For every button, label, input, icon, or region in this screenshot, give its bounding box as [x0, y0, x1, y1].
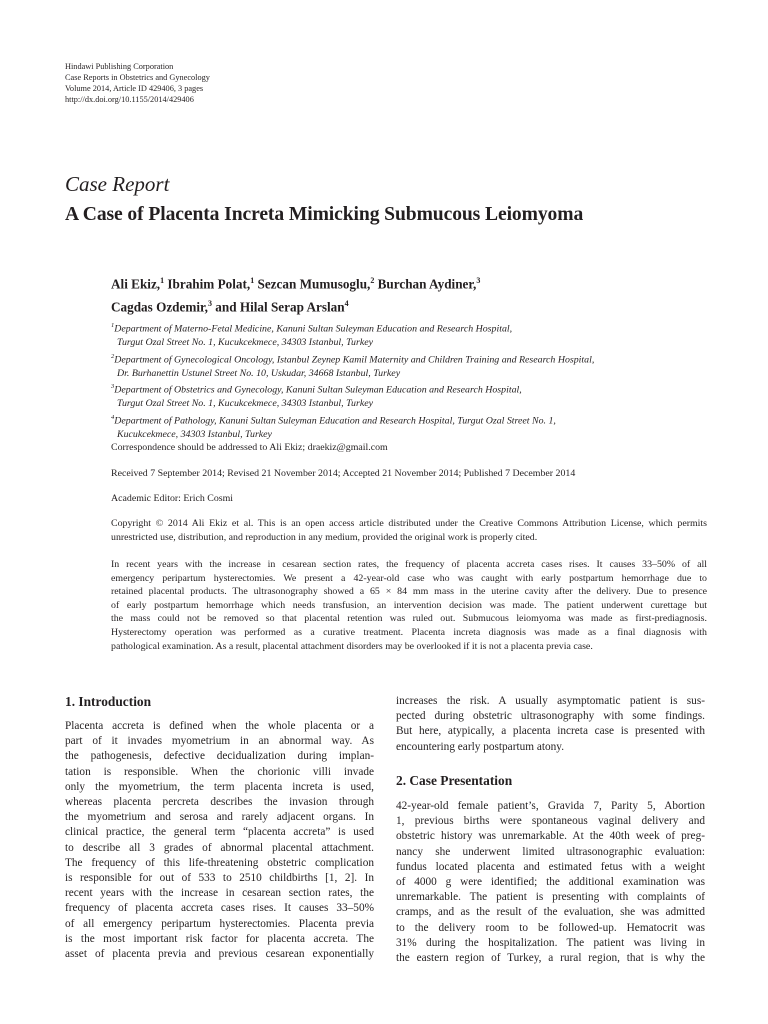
body-line: 31% during the hospitalization. The patient was living in	[396, 936, 705, 949]
affiliation	[111, 319, 711, 350]
body-line: 42-year-old female patient’s, Gravida 7, Parity 5, Abortion	[396, 800, 705, 812]
author-name: Cagdas Ozdemir,	[111, 299, 208, 315]
body-line: cramps, and as the result of the evaluation, she was admitted	[396, 906, 705, 919]
body-line: clinical practice, the general term “placenta accreta” is used	[65, 826, 374, 839]
body-line: The frequency of this life-threatening obstetric complication	[65, 856, 374, 869]
body-line: to describe all 3 grades of abnormal placental attachment.	[65, 841, 374, 854]
abstract-line: retained placental products. The ultrasonography showed a 65 × 84 mm mass in the uterine cavity after the delivery. Due to presence	[111, 586, 707, 598]
body-line: obstetric history was unremarkable. At the 40th week of preg-	[396, 830, 705, 843]
body-line: of all emergency peripartum hysterectomies. Placenta previa	[65, 917, 374, 930]
body-line: to the delivery room to be followed-up. Hematocrit was	[396, 921, 705, 934]
body-line: is responsible for out of 533 to 2510 childbirths [1, 2]. In	[65, 872, 374, 885]
body-line: the myometrium and serosa and rarely adjacent organs. In	[65, 811, 374, 824]
affiliation-number: 2	[111, 352, 115, 360]
doi-link[interactable]: http://dx.doi.org/10.1155/2014/429406	[65, 95, 194, 104]
affiliation-line: Turgut Ozal Street No. 1, Kucukcekmece, 34303 Istanbul, Turkey	[117, 337, 373, 348]
academic-editor: Academic Editor: Erich Cosmi	[111, 493, 234, 504]
section-heading-introduction: 1. Introduction	[65, 694, 152, 709]
affiliation-list	[111, 319, 711, 442]
body-line: Placenta accreta is defined when the whole placenta or a	[65, 720, 374, 732]
correspondence: Correspondence should be addressed to Ali Ekiz; draekiz@gmail.com	[111, 442, 388, 453]
body-line: frequency of placenta accreta cases rises. It causes 33–50%	[65, 902, 374, 915]
body-line: of 4000 g were identified; the additional examination was	[396, 876, 705, 889]
body-line: asset of placenta previa and previous cesarean exponentially	[65, 948, 374, 961]
copyright-notice: Copyright © 2014 Ali Ekiz et al. This is an open access article distributed under the Creative Commons Attribution License, which permits unrestricted use, distribution, and reproduction in any medium, provided the original work is properly cited.	[111, 518, 707, 543]
body-line: But here, atypically, a placenta increta case is presented with	[396, 725, 705, 738]
introduction-column	[65, 719, 374, 962]
volume-info: Volume 2014, Article ID 429406, 3 pages	[65, 84, 204, 93]
abstract	[111, 558, 707, 653]
affiliation-line: Dr. Burhanettin Ustunel Street No. 10, Uskudar, 34668 Istanbul, Turkey	[117, 367, 401, 379]
body-line: only the myometrium, the term placenta increta is used,	[65, 780, 374, 793]
author-affiliation-mark: 3	[476, 276, 481, 285]
body-line: fundus located placenta and estimated fetus with a weight	[396, 860, 705, 873]
abstract-line: the mass could not be removed so that placental retention was ruled out. Submucous leiomyoma was made as first-prediagnosis.	[111, 613, 707, 625]
author-name: Hilal Serap Arslan	[239, 299, 345, 315]
journal-name: Case Reports in Obstetrics and Gynecology	[65, 73, 210, 82]
body-line: recent years with the increase in cesarean section rates, the	[65, 887, 374, 900]
author-list	[111, 271, 711, 318]
body-line: encountering early postpartum atony.	[396, 740, 565, 753]
author-name: Ali Ekiz,	[111, 276, 161, 292]
affiliation	[111, 411, 711, 442]
author-name: Ibrahim Polat,	[167, 276, 251, 292]
affiliation-line: Turgut Ozal Street No. 1, Kucukcekmece, 34303 Istanbul, Turkey	[117, 398, 373, 410]
affiliation-number: 1	[111, 322, 115, 329]
affiliation-line: Department of Pathology, Kanuni Sultan Suleyman Education and Research Hospital, Turgut Ozal Street No. 1,	[114, 415, 556, 427]
affiliation-number: 3	[111, 383, 115, 391]
author-affiliation-mark: 1	[160, 276, 165, 285]
abstract-line: emergency peripartum hysterectomies. We present a 42-year-old case who was caught with early postpartum hemorrhage due to	[111, 572, 707, 584]
abstract-line: pathological examination. As a result, placental attachment disorders may be overlooked if it is not a placenta previa case.	[111, 640, 593, 652]
body-line: part of it invades myometrium in an abnormal way. As	[65, 735, 374, 748]
section-heading-case-presentation: 2. Case Presentation	[396, 773, 513, 788]
abstract-line: In recent years with the increase in cesarean section rates, the frequency of placenta accreta cases rises. It causes 33–50% of all	[111, 559, 707, 570]
publication-dates: Received 7 September 2014; Revised 21 November 2014; Accepted 21 November 2014; Published 7 December 2014	[111, 468, 576, 479]
body-line: whereas placenta percreta describes the invasion through	[65, 796, 374, 809]
affiliation-number: 4	[111, 414, 115, 422]
body-line: the eastern region of Turkey, a rural region, that is why the	[396, 952, 705, 965]
author-conjunction: and	[215, 299, 237, 315]
body-line: tation is responsible. When the chorionic villi invade	[65, 765, 374, 778]
affiliation	[111, 380, 711, 411]
author-affiliation-mark: 1	[250, 276, 255, 285]
case-presentation-column	[396, 799, 705, 966]
body-line: 1, previous births were spontaneous vaginal delivery and	[396, 815, 705, 828]
body-line: increases the risk. A usually asymptomatic patient is sus-	[396, 695, 705, 707]
author-affiliation-mark: 4	[344, 299, 349, 309]
abstract-line: of early postpartum hemorrhage which needs transfusion, an intervention decision was made. The patient underwent curettage but	[111, 599, 707, 611]
abstract-line: Hysterectomy operation was performed as a curative treatment. Placenta increta diagnosis was made as a final diagnosis with	[111, 626, 707, 638]
body-line: unremarkable. The patient is presenting with complaints of	[396, 891, 705, 904]
affiliation-line: Department of Gynecological Oncology, Istanbul Zeynep Kamil Maternity and Children Training and Research Hospital,	[114, 354, 595, 365]
author-affiliation-mark: 3	[207, 299, 212, 309]
author-name: Sezcan Mumusoglu,	[257, 276, 371, 292]
article-title: A Case of Placenta Increta Mimicking Submucous Leiomyoma	[65, 204, 584, 225]
article-type: Case Report	[65, 172, 170, 196]
affiliation-line: Department of Obstetrics and Gynecology, Kanuni Sultan Suleyman Education and Research Hospital,	[114, 384, 522, 396]
affiliation-line: Kucukcekmece, 34303 Istanbul, Turkey	[117, 429, 272, 441]
author-name: Burchan Aydiner,	[377, 276, 477, 292]
introduction-continued-column	[396, 694, 705, 755]
body-line: the pathogenesis, defective decidualization during implan-	[65, 750, 374, 763]
body-line: nancy she underwent limited ultrasonographic evaluation:	[396, 845, 705, 858]
body-line: pected during obstetric ultrasonography with some findings.	[396, 710, 705, 723]
affiliation-line: Department of Materno-Fetal Medicine, Kanuni Sultan Suleyman Education and Research Hospital,	[114, 323, 513, 335]
publisher: Hindawi Publishing Corporation	[65, 62, 174, 71]
body-line: is the most important risk factor for placenta accreta. The	[65, 932, 374, 945]
author-affiliation-mark: 2	[370, 276, 375, 285]
affiliation	[111, 350, 711, 381]
journal-header	[65, 61, 210, 105]
